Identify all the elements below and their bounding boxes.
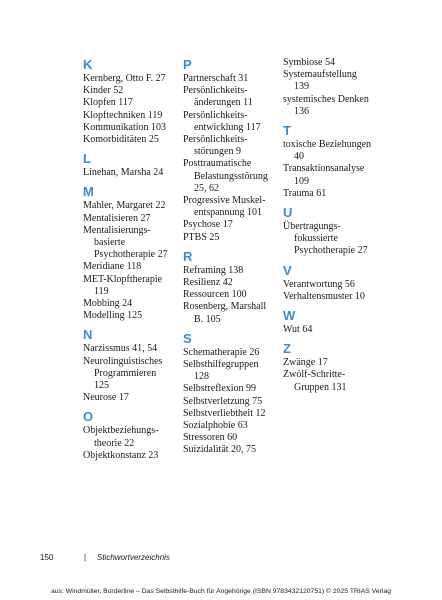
index-entry-continuation: Belastungsstörung: [194, 170, 268, 182]
index-letter-o: O: [83, 409, 94, 425]
index-entry-term: Komorbiditäten 25: [83, 134, 159, 146]
index-letter-t: T: [283, 123, 291, 139]
index-letter-k: K: [83, 57, 93, 72]
index-entry: [83, 450, 178, 462]
index-entry: [83, 73, 178, 85]
index-entry: [183, 444, 278, 456]
index-entry-term: Ressourcen 100: [183, 289, 247, 301]
index-entry: [183, 383, 278, 395]
index-entry-term: Symbiose 54: [283, 57, 335, 68]
index-entry-term: Neurolinguistisches: [83, 355, 163, 367]
index-entry-term: Rosenberg, Marshall: [183, 301, 267, 313]
index-entry: [283, 94, 393, 118]
index-entry-continuation: entspannung 101: [194, 207, 263, 219]
index-entry: [183, 359, 278, 383]
index-entry-term: Persönlichkeits-: [183, 134, 248, 146]
index-entry-term: Klopftechniken 119: [83, 109, 163, 121]
index-entry: [183, 219, 278, 231]
index-entry-continuation: 40: [294, 151, 304, 163]
index-entry-term: Resilienz 42: [183, 277, 233, 289]
index-entry-continuation: Psychotherapie 27: [94, 249, 168, 261]
index-letter-l: L: [83, 151, 91, 167]
index-entry-term: Reframing 138: [183, 264, 244, 276]
index-letter-v: V: [283, 262, 292, 278]
index-entry-continuation: 125: [94, 380, 109, 392]
index-entry-continuation: Psychotherapie 27: [294, 245, 368, 257]
page-number: 150: [40, 553, 54, 562]
index-entry: [83, 85, 178, 97]
index-entry: [83, 213, 178, 225]
index-entry-continuation: 136: [294, 105, 309, 117]
index-entry: [183, 110, 278, 134]
index-entry-term: Klopfen 117: [83, 97, 133, 109]
index-entry: [283, 369, 393, 393]
index-entry-term: Selbstverliebtheit 12: [183, 407, 266, 419]
index-entry: [83, 97, 178, 109]
index-letter-w: W: [283, 308, 296, 324]
index-entry-term: Wut 64: [283, 324, 313, 336]
index-entry: [183, 265, 278, 277]
index-entry-term: Persönlichkeits-: [183, 109, 248, 121]
index-entry-term: Neurose 17: [83, 392, 129, 404]
index-entry-term: PTBS 25: [183, 231, 220, 243]
index-entry: [83, 110, 178, 122]
index-entry: [183, 158, 278, 195]
index-column-1: [83, 57, 178, 462]
index-entry-term: Trauma 61: [283, 187, 327, 199]
index-entry: [183, 301, 278, 325]
index-entry: [283, 221, 393, 258]
index-entry-term: Persönlichkeits-: [183, 85, 248, 97]
index-entry: [183, 420, 278, 432]
index-entry: [283, 139, 393, 163]
index-entry: [83, 343, 178, 355]
index-entry: [283, 69, 393, 93]
index-entry-term: Suizidalität 20, 75: [183, 444, 257, 456]
index-entry: [183, 289, 278, 301]
index-entry: [83, 298, 178, 310]
index-entry: [183, 73, 278, 85]
index-entry: [183, 195, 278, 219]
index-entry-term: Mentalisieren 27: [83, 212, 151, 224]
index-entry: [283, 291, 393, 303]
index-entry-term: Verhaltensmuster 10: [283, 290, 365, 302]
index-entry-term: Kernberg, Otto F. 27: [83, 73, 166, 84]
index-entry: [83, 134, 178, 146]
index-entry-continuation: änderungen 11: [194, 97, 253, 109]
index-entry: [83, 225, 178, 262]
index-entry: [83, 425, 178, 449]
index-entry-term: Linehan, Marsha 24: [83, 167, 164, 179]
index-entry: [283, 279, 393, 291]
index-entry-term: Progressive Muskel-: [183, 195, 266, 207]
index-entry: [83, 356, 178, 393]
index-entry-term: Zwänge 17: [283, 357, 328, 369]
index-entry-term: Übertragungs-: [283, 221, 341, 233]
index-column-2: [183, 57, 278, 457]
index-entry: [283, 188, 393, 200]
index-entry: [183, 396, 278, 408]
index-entry-term: Kinder 52: [83, 85, 124, 97]
index-entry: [183, 85, 278, 109]
index-entry-continuation: 139: [294, 81, 309, 93]
index-entry-term: Objektkonstanz 23: [83, 449, 159, 461]
index-entry: [83, 274, 178, 298]
index-entry-term: Kommunikation 103: [83, 121, 167, 133]
index-entry: [283, 324, 393, 336]
index-entry-term: Selbstverletzung 75: [183, 395, 263, 407]
source-credit: aus: Windmüller, Borderline – Das Selbsthilfe-Buch für Angehörige (ISBN 9783432120751) © 2025 TRIAS Verlag: [50, 588, 391, 595]
index-entry: [183, 432, 278, 444]
index-entry-term: Psychose 17: [183, 219, 233, 231]
index-entry: [183, 277, 278, 289]
index-entry: [283, 357, 393, 369]
index-entry: [283, 57, 393, 69]
index-entry-continuation: basierte: [94, 237, 126, 249]
index-entry-term: Sozialphobie 63: [183, 420, 248, 432]
index-entry: [183, 347, 278, 359]
index-entry-term: Selbsthilfegruppen: [183, 359, 259, 371]
index-entry-continuation: fokussierte: [294, 233, 338, 245]
index-letter-m: M: [83, 184, 94, 200]
index-entry-term: Verantwortung 56: [283, 278, 355, 290]
index-entry-term: Narzissmus 41, 54: [83, 343, 158, 355]
index-entry-continuation: theorie 22: [94, 437, 135, 449]
index-letter-u: U: [283, 205, 293, 221]
index-entry-continuation: B. 105: [194, 313, 221, 325]
index-entry-continuation: 128: [194, 371, 209, 383]
footer-separator: |: [84, 553, 87, 562]
index-entry: [83, 200, 178, 212]
index-letter-s: S: [183, 330, 192, 346]
index-entry-continuation: 25, 62: [194, 182, 219, 194]
index-entry-continuation: entwicklung 117: [194, 121, 261, 133]
index-entry-continuation: Gruppen 131: [294, 381, 347, 393]
index-entry-term: Stressoren 60: [183, 432, 238, 444]
index-entry: [83, 122, 178, 134]
index-entry: [183, 134, 278, 158]
index-entry-term: toxische Beziehungen: [283, 139, 372, 151]
index-letter-p: P: [183, 57, 192, 72]
index-entry-term: Transaktionsanalyse: [283, 163, 365, 175]
index-entry: [83, 261, 178, 273]
index-entry-term: Selbstreflexion 99: [183, 383, 257, 395]
index-entry-term: Mobbing 24: [83, 298, 133, 310]
index-entry: [83, 392, 178, 404]
index-entry-term: Meridiane 118: [83, 261, 142, 273]
index-entry-term: Partnerschaft 31: [183, 73, 249, 84]
index-entry: [83, 310, 178, 322]
index-column-3: [283, 57, 393, 394]
index-entry-term: Systemaufstellung: [283, 69, 357, 81]
index-entry-continuation: störungen 9: [194, 146, 241, 158]
index-entry-term: MET-Klopftherapie: [83, 273, 163, 285]
section-title: Stichwortverzeichnis: [97, 553, 170, 562]
index-entry-term: Zwölf-Schritte-: [283, 369, 346, 381]
index-letter-n: N: [83, 327, 93, 343]
index-entry-term: Mentalisierungs-: [83, 224, 151, 236]
index-letter-r: R: [183, 248, 193, 264]
index-entry: [83, 167, 178, 179]
index-entry-term: systemisches Denken: [283, 93, 369, 105]
index-entry-continuation: 119: [94, 285, 109, 297]
index-entry-term: Modelling 125: [83, 310, 143, 322]
index-entry-term: Schematherapie 26: [183, 346, 260, 358]
index-letter-z: Z: [283, 341, 291, 357]
index-entry-term: Posttraumatische: [183, 158, 252, 170]
index-entry-term: Objektbeziehungs-: [83, 425, 159, 437]
index-entry-continuation: Programmieren: [94, 367, 157, 379]
index-entry-term: Mahler, Margaret 22: [83, 200, 166, 212]
index-entry: [283, 163, 393, 187]
index-entry: [183, 408, 278, 420]
index-entry: [183, 232, 278, 244]
index-entry-continuation: 109: [294, 175, 309, 187]
